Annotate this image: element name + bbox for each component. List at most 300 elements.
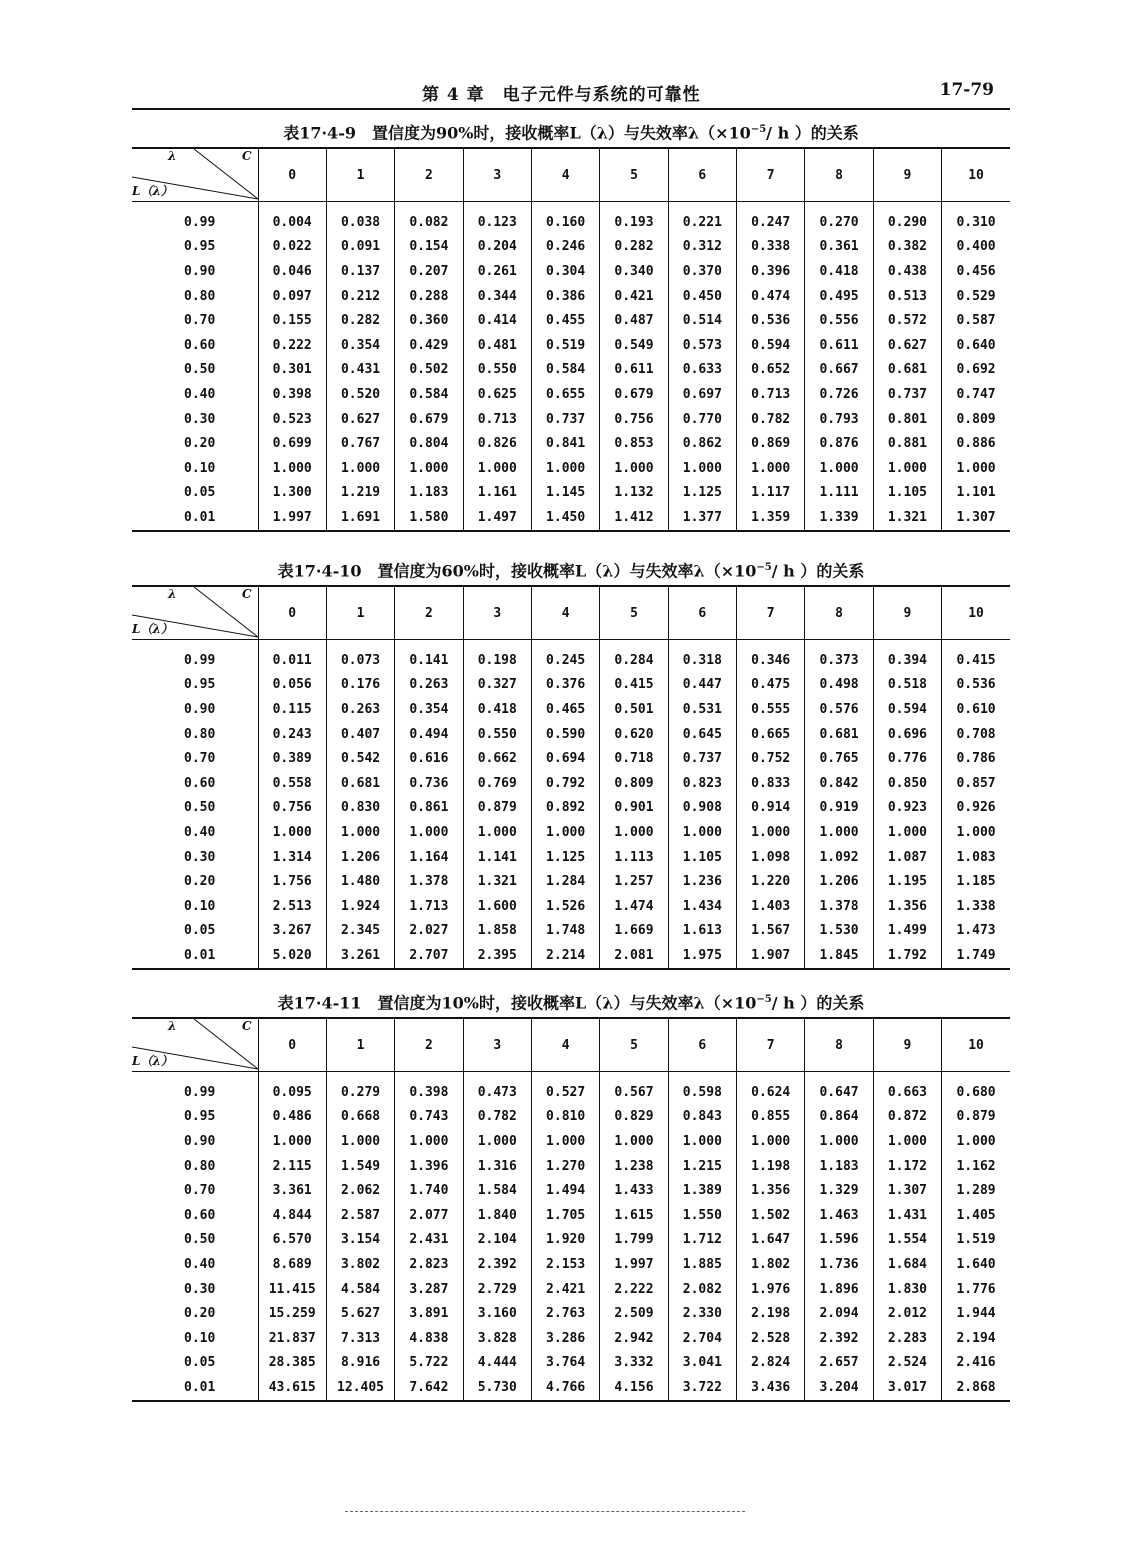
table-cell: 1.497 (463, 505, 531, 531)
table-cell: 1.321 (463, 869, 531, 894)
table-cell: 0.046 (258, 259, 326, 284)
table-cell: 2.657 (805, 1351, 873, 1376)
table-cell: 0.809 (942, 407, 1010, 432)
table-cell: 0.782 (463, 1105, 531, 1130)
column-header: 9 (873, 148, 941, 202)
table-cell: 0.282 (326, 308, 394, 333)
table-cell: 1.976 (737, 1277, 805, 1302)
table-cell: 0.447 (668, 673, 736, 698)
table-cell: 1.997 (600, 1252, 668, 1277)
table-cell: 0.431 (326, 358, 394, 383)
table-cell: 1.412 (600, 505, 668, 531)
corner-l-label: L（λ） (132, 184, 173, 198)
table-cell: 1.164 (395, 845, 463, 870)
table-cell: 0.531 (668, 697, 736, 722)
table-cell: 2.392 (805, 1326, 873, 1351)
row-label: 0.50 (184, 1232, 216, 1248)
table-cell: 0.279 (326, 1072, 394, 1105)
table-cell: 2.115 (258, 1154, 326, 1179)
table-row (132, 1203, 1010, 1228)
table-cell: 0.263 (326, 697, 394, 722)
table-cell: 3.332 (600, 1351, 668, 1376)
table-cell: 0.495 (805, 284, 873, 309)
table-cell: 2.012 (873, 1301, 941, 1326)
row-label: 0.60 (184, 775, 216, 791)
table-cell: 1.549 (326, 1154, 394, 1179)
table-cell: 1.098 (737, 845, 805, 870)
table-cell: 0.699 (258, 431, 326, 456)
table-cell: 1.198 (737, 1154, 805, 1179)
table-row (132, 407, 1010, 432)
table-cell: 3.261 (326, 943, 394, 969)
table-cell: 0.713 (737, 382, 805, 407)
table-cell: 7.313 (326, 1326, 394, 1351)
table-cell: 0.407 (326, 722, 394, 747)
table-cell: 0.594 (873, 697, 941, 722)
table-cell: 28.385 (258, 1351, 326, 1376)
table-cell: 1.307 (942, 505, 1010, 531)
table-cell: 2.081 (600, 943, 668, 969)
table-cell: 1.944 (942, 1301, 1010, 1326)
table-cell: 1.640 (942, 1252, 1010, 1277)
table-row (132, 358, 1010, 383)
table-cell: 0.389 (258, 746, 326, 771)
column-header: 1 (326, 148, 394, 202)
header-row (132, 1018, 1010, 1072)
table-cell: 0.415 (942, 640, 1010, 673)
table-cell: 0.892 (531, 796, 599, 821)
table-cell: 1.314 (258, 845, 326, 870)
table-cell: 0.663 (873, 1072, 941, 1105)
table-cell: 0.222 (258, 333, 326, 358)
table-cell: 0.587 (942, 308, 1010, 333)
table-cell: 0.518 (873, 673, 941, 698)
table-cell: 1.000 (873, 456, 941, 481)
column-header: 4 (531, 1018, 599, 1072)
table-cell: 1.000 (873, 820, 941, 845)
table-cell: 0.804 (395, 431, 463, 456)
table-cell: 0.523 (258, 407, 326, 432)
table-cell: 0.245 (531, 640, 599, 673)
table-cell: 1.092 (805, 845, 873, 870)
row-label: 0.40 (184, 824, 216, 840)
table-cell: 1.691 (326, 505, 394, 531)
table-row (132, 1154, 1010, 1179)
table-cell: 1.975 (668, 943, 736, 969)
column-header: 6 (668, 586, 736, 640)
table-cell: 2.077 (395, 1203, 463, 1228)
table-cell: 0.864 (805, 1105, 873, 1130)
table-cell: 0.204 (463, 235, 531, 260)
table-cell: 0.926 (942, 796, 1010, 821)
row-label: 0.40 (184, 1256, 216, 1272)
table-cell: 0.793 (805, 407, 873, 432)
table-row (132, 1277, 1010, 1302)
table-cell: 1.113 (600, 845, 668, 870)
table-cell: 0.558 (258, 771, 326, 796)
table-cell: 1.000 (942, 1129, 1010, 1154)
table-cell: 0.770 (668, 407, 736, 432)
table-cell: 0.853 (600, 431, 668, 456)
table-cell: 4.156 (600, 1375, 668, 1401)
table-cell: 0.290 (873, 202, 941, 235)
table-cell: 0.370 (668, 259, 736, 284)
corner-lambda-label: λ (168, 1019, 177, 1033)
table-cell: 0.765 (805, 746, 873, 771)
table-cell: 0.344 (463, 284, 531, 309)
table-cell: 5.020 (258, 943, 326, 969)
table-row (132, 1252, 1010, 1277)
row-label: 0.90 (184, 701, 216, 717)
table-cell: 2.431 (395, 1228, 463, 1253)
table-row (132, 1105, 1010, 1130)
column-header: 0 (258, 586, 326, 640)
table-cell: 1.083 (942, 845, 1010, 870)
table-cell: 1.000 (805, 1129, 873, 1154)
table-cell: 0.555 (737, 697, 805, 722)
table-cell: 1.600 (463, 894, 531, 919)
table-cell: 1.000 (395, 456, 463, 481)
table-cell: 0.598 (668, 1072, 736, 1105)
table-cell: 2.027 (395, 919, 463, 944)
row-label: 0.30 (184, 1281, 216, 1297)
table-cell: 1.000 (258, 1129, 326, 1154)
table-17-4-10 (132, 551, 1010, 970)
table-cell: 1.613 (668, 919, 736, 944)
caption-suffix: / h ）的关系 (771, 993, 865, 1013)
table-cell: 3.436 (737, 1375, 805, 1401)
table-cell: 5.722 (395, 1351, 463, 1376)
column-header: 4 (531, 586, 599, 640)
table-cell: 1.924 (326, 894, 394, 919)
table-cell: 1.000 (805, 456, 873, 481)
table-cell: 3.267 (258, 919, 326, 944)
table-cell: 1.736 (805, 1252, 873, 1277)
table-cell: 1.792 (873, 943, 941, 969)
table-row (132, 673, 1010, 698)
column-header: 1 (326, 1018, 394, 1072)
table-cell: 1.000 (326, 1129, 394, 1154)
table-cell: 0.624 (737, 1072, 805, 1105)
table-row (132, 431, 1010, 456)
row-label: 0.20 (184, 436, 216, 452)
column-header: 7 (737, 586, 805, 640)
table-cell: 0.288 (395, 284, 463, 309)
table-cell: 1.000 (258, 820, 326, 845)
table-row (132, 746, 1010, 771)
table-cell: 1.000 (737, 820, 805, 845)
table-cell: 1.000 (463, 820, 531, 845)
caption-exponent: −5 (756, 562, 772, 573)
table-cell: 0.879 (463, 796, 531, 821)
table-cell: 1.238 (600, 1154, 668, 1179)
column-header: 8 (805, 586, 873, 640)
table-cell: 0.611 (600, 358, 668, 383)
table-cell: 0.263 (395, 673, 463, 698)
table-cell: 3.286 (531, 1326, 599, 1351)
table-cell: 0.091 (326, 235, 394, 260)
table-cell: 1.840 (463, 1203, 531, 1228)
table-cell: 3.891 (395, 1301, 463, 1326)
table-cell: 1.647 (737, 1228, 805, 1253)
table-caption (132, 113, 1010, 147)
table-cell: 0.737 (531, 407, 599, 432)
table-cell: 1.141 (463, 845, 531, 870)
table-cell: 0.713 (463, 407, 531, 432)
table-cell: 0.243 (258, 722, 326, 747)
column-header: 7 (737, 148, 805, 202)
table-cell: 2.509 (600, 1301, 668, 1326)
table-cell: 0.737 (668, 746, 736, 771)
table-cell: 0.354 (326, 333, 394, 358)
table-cell: 2.283 (873, 1326, 941, 1351)
table-cell: 1.378 (805, 894, 873, 919)
table-cell: 2.416 (942, 1351, 1010, 1376)
column-header: 3 (463, 586, 531, 640)
table-cell: 1.749 (942, 943, 1010, 969)
table-cell: 0.338 (737, 235, 805, 260)
column-header: 3 (463, 148, 531, 202)
table-cell: 0.736 (395, 771, 463, 796)
caption-mid: L（λ）与失效率λ（×10 (569, 123, 751, 143)
table-row (132, 1129, 1010, 1154)
data-table (132, 1017, 1010, 1402)
header-row (132, 586, 1010, 640)
table-row (132, 1326, 1010, 1351)
table-cell: 2.729 (463, 1277, 531, 1302)
table-row (132, 284, 1010, 309)
table-cell: 1.000 (395, 1129, 463, 1154)
corner-lambda-label: λ (168, 149, 177, 163)
table-cell: 1.000 (326, 456, 394, 481)
table-cell: 0.655 (531, 382, 599, 407)
table-cell: 0.340 (600, 259, 668, 284)
table-cell: 0.681 (805, 722, 873, 747)
table-row (132, 845, 1010, 870)
table-cell: 0.498 (805, 673, 873, 698)
table-cell: 1.756 (258, 869, 326, 894)
table-cell: 1.502 (737, 1203, 805, 1228)
row-label: 0.01 (184, 1379, 216, 1395)
table-cell: 1.000 (805, 820, 873, 845)
table-cell: 12.405 (326, 1375, 394, 1401)
row-label: 0.99 (184, 1084, 216, 1100)
table-cell: 21.837 (258, 1326, 326, 1351)
table-cell: 0.841 (531, 431, 599, 456)
table-cell: 1.000 (463, 456, 531, 481)
table-cell: 0.923 (873, 796, 941, 821)
table-cell: 1.125 (668, 481, 736, 506)
table-cell: 0.502 (395, 358, 463, 383)
table-cell: 2.214 (531, 943, 599, 969)
table-row (132, 481, 1010, 506)
column-header: 5 (600, 586, 668, 640)
table-cell: 2.104 (463, 1228, 531, 1253)
running-head (132, 76, 1010, 110)
table-cell: 1.000 (668, 820, 736, 845)
column-header: 2 (395, 148, 463, 202)
table-cell: 1.316 (463, 1154, 531, 1179)
table-cell: 0.487 (600, 308, 668, 333)
table-cell: 1.000 (463, 1129, 531, 1154)
table-cell: 2.222 (600, 1277, 668, 1302)
column-header: 10 (942, 148, 1010, 202)
row-label: 0.60 (184, 1207, 216, 1223)
column-header: 3 (463, 1018, 531, 1072)
table-cell: 0.386 (531, 284, 599, 309)
table-cell: 0.756 (258, 796, 326, 821)
table-cell: 0.465 (531, 697, 599, 722)
row-label: 0.05 (184, 485, 216, 501)
row-label: 0.05 (184, 1355, 216, 1371)
table-cell: 0.633 (668, 358, 736, 383)
table-cell: 1.526 (531, 894, 599, 919)
row-label: 0.50 (184, 362, 216, 378)
table-cell: 1.000 (737, 1129, 805, 1154)
table-cell: 11.415 (258, 1277, 326, 1302)
table-cell: 2.942 (600, 1326, 668, 1351)
table-cell: 1.000 (942, 820, 1010, 845)
table-cell: 0.394 (873, 640, 941, 673)
table-cell: 0.767 (326, 431, 394, 456)
table-cell: 1.000 (600, 456, 668, 481)
table-cell: 1.000 (395, 820, 463, 845)
table-row (132, 259, 1010, 284)
table-cell: 0.429 (395, 333, 463, 358)
table-cell: 0.869 (737, 431, 805, 456)
caption-suffix: / h ）的关系 (766, 123, 859, 143)
table-cell: 1.000 (668, 456, 736, 481)
table-cell: 0.221 (668, 202, 736, 235)
table-cell: 0.354 (395, 697, 463, 722)
table-cell: 0.886 (942, 431, 1010, 456)
table-row (132, 1178, 1010, 1203)
table-cell: 0.176 (326, 673, 394, 698)
table-cell: 0.662 (463, 746, 531, 771)
table-cell: 0.536 (737, 308, 805, 333)
data-table (132, 585, 1010, 970)
table-cell: 3.154 (326, 1228, 394, 1253)
table-cell: 3.764 (531, 1351, 599, 1376)
table-cell: 1.378 (395, 869, 463, 894)
column-header: 5 (600, 1018, 668, 1072)
table-cell: 0.627 (873, 333, 941, 358)
table-cell: 1.615 (600, 1203, 668, 1228)
table-cell: 1.799 (600, 1228, 668, 1253)
table-cell: 0.486 (258, 1105, 326, 1130)
table-cell: 1.000 (600, 820, 668, 845)
table-cell: 0.154 (395, 235, 463, 260)
table-cell: 0.304 (531, 259, 599, 284)
table-cell: 2.194 (942, 1326, 1010, 1351)
table-cell: 0.418 (463, 697, 531, 722)
table-cell: 2.513 (258, 894, 326, 919)
table-cell: 3.017 (873, 1375, 941, 1401)
corner-cell (132, 586, 258, 640)
header-row (132, 148, 1010, 202)
column-header: 7 (737, 1018, 805, 1072)
table-cell: 0.769 (463, 771, 531, 796)
table-cell: 0.850 (873, 771, 941, 796)
column-header: 2 (395, 586, 463, 640)
table-cell: 1.554 (873, 1228, 941, 1253)
table-cell: 2.395 (463, 943, 531, 969)
table-cell: 1.000 (531, 820, 599, 845)
table-cell: 0.737 (873, 382, 941, 407)
row-label: 0.90 (184, 263, 216, 279)
table-cell: 0.318 (668, 640, 736, 673)
table-cell: 1.220 (737, 869, 805, 894)
table-cell: 2.707 (395, 943, 463, 969)
table-cell: 1.000 (873, 1129, 941, 1154)
column-header: 4 (531, 148, 599, 202)
table-cell: 0.829 (600, 1105, 668, 1130)
table-cell: 1.776 (942, 1277, 1010, 1302)
table-cell: 0.529 (942, 284, 1010, 309)
table-cell: 0.550 (463, 358, 531, 383)
table-cell: 2.153 (531, 1252, 599, 1277)
table-cell: 0.681 (326, 771, 394, 796)
table-cell: 0.826 (463, 431, 531, 456)
table-cell: 0.450 (668, 284, 736, 309)
corner-cell (132, 1018, 258, 1072)
table-cell: 2.587 (326, 1203, 394, 1228)
table-17-4-11 (132, 983, 1010, 1402)
row-label: 0.70 (184, 1183, 216, 1199)
table-cell: 0.572 (873, 308, 941, 333)
table-cell: 0.519 (531, 333, 599, 358)
table-cell: 15.259 (258, 1301, 326, 1326)
table-cell: 2.823 (395, 1252, 463, 1277)
table-cell: 2.528 (737, 1326, 805, 1351)
table-cell: 0.082 (395, 202, 463, 235)
table-cell: 0.473 (463, 1072, 531, 1105)
row-label: 0.80 (184, 288, 216, 304)
table-cell: 1.101 (942, 481, 1010, 506)
table-cell: 1.257 (600, 869, 668, 894)
column-header: 5 (600, 148, 668, 202)
footer-rule (345, 1511, 745, 1512)
row-label: 0.60 (184, 337, 216, 353)
table-cell: 4.584 (326, 1277, 394, 1302)
table-cell: 0.627 (326, 407, 394, 432)
table-cell: 0.022 (258, 235, 326, 260)
table-cell: 1.713 (395, 894, 463, 919)
table-cell: 3.160 (463, 1301, 531, 1326)
table-cell: 0.160 (531, 202, 599, 235)
table-cell: 1.215 (668, 1154, 736, 1179)
row-label: 0.95 (184, 239, 216, 255)
table-cell: 1.183 (395, 481, 463, 506)
table-cell: 1.000 (668, 1129, 736, 1154)
table-row (132, 869, 1010, 894)
table-cell: 0.681 (873, 358, 941, 383)
corner-c-label: C (241, 1019, 252, 1033)
table-cell: 0.640 (942, 333, 1010, 358)
table-cell: 1.270 (531, 1154, 599, 1179)
table-cell: 3.041 (668, 1351, 736, 1376)
table-row (132, 505, 1010, 531)
table-cell: 0.038 (326, 202, 394, 235)
table-cell: 0.919 (805, 796, 873, 821)
table-cell: 1.377 (668, 505, 736, 531)
table-cell: 0.011 (258, 640, 326, 673)
column-header: 0 (258, 148, 326, 202)
table-cell: 0.584 (531, 358, 599, 383)
table-cell: 0.346 (737, 640, 805, 673)
table-cell: 0.549 (600, 333, 668, 358)
table-cell: 1.885 (668, 1252, 736, 1277)
